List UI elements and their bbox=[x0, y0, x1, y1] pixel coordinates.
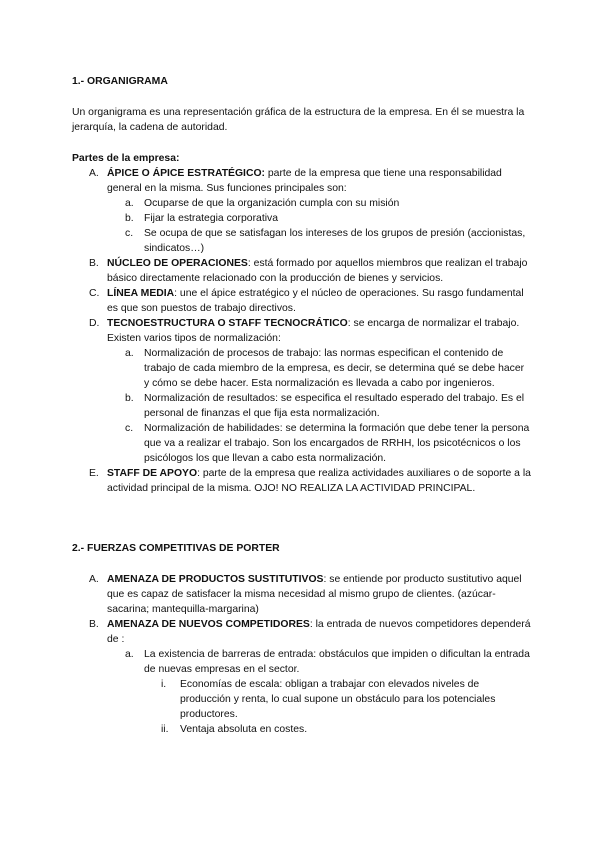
list-item bbox=[72, 466, 532, 496]
sub-sub-marker: ii. bbox=[161, 724, 169, 735]
sub-item-text: Normalización de procesos de trabajo: las normas especifican el contenido de trabajo de cada miembro de la empresa, es decir, se determina qué se debe hacer y cómo se debe hacer. Esta normalización es llevada a cabo por ingenieros. bbox=[144, 348, 525, 389]
item-text: : une el ápice estratégico y el núcleo de operaciones. Su rasgo fundamental es que son puestos de trabajo directivos. bbox=[107, 288, 524, 314]
sub-sub-item-text: Economías de escala: obligan a trabajar con elevados niveles de producción y renta, lo cual supone un obstáculo para los potenciales productores. bbox=[180, 679, 496, 720]
sub-item-text: Normalización de resultados: se especifica el resultado esperado del trabajo. Es el personal de finanzas el que fija esta normalización. bbox=[144, 393, 525, 419]
sub-marker: c. bbox=[125, 228, 134, 239]
section-2-title: 2.- FUERZAS COMPETITIVAS DE PORTER bbox=[72, 543, 280, 554]
section-1-title: 1.- ORGANIGRAMA bbox=[72, 76, 168, 87]
sub-list-item bbox=[72, 391, 532, 421]
list-item bbox=[72, 316, 532, 346]
sub-marker: b. bbox=[125, 213, 134, 224]
item-term: NÚCLEO DE OPERACIONES bbox=[107, 258, 248, 269]
sub-marker: a. bbox=[125, 649, 134, 660]
sub-item-text: Normalización de habilidades: se determina la formación que debe tener la persona que va a realizar el trabajo. Son los encargados de RRHH, los psicotécnicos o los psicólogos los que llevan a cabo esta normalización. bbox=[144, 423, 530, 464]
sub-sub-marker: i. bbox=[161, 679, 167, 690]
sub-item-text: La existencia de barreras de entrada: obstáculos que impiden o dificultan la entrada de nuevas empresas en el sector. bbox=[144, 649, 530, 675]
list-marker: B. bbox=[89, 258, 99, 269]
item-term: STAFF DE APOYO bbox=[107, 468, 198, 479]
item-term: AMENAZA DE NUEVOS COMPETIDORES bbox=[107, 619, 310, 630]
sub-list-item bbox=[72, 346, 532, 391]
sub-sub-list-item bbox=[72, 677, 532, 722]
list-marker: A. bbox=[89, 168, 99, 179]
item-text: : parte de la empresa que realiza actividades auxiliares o de soporte a la actividad principal de la misma. OJO! NO REALIZA LA ACTIVIDAD PRINCIPAL. bbox=[107, 468, 531, 494]
item-term: ÁPICE O ÁPICE ESTRATÉGICO: bbox=[107, 168, 265, 179]
sub-marker: a. bbox=[125, 348, 134, 359]
list-item bbox=[72, 256, 532, 286]
sub-item-text: Se ocupa de que se satisfagan los intereses de los grupos de presión (accionistas, sindicatos…) bbox=[144, 228, 526, 254]
list-marker: D. bbox=[89, 318, 100, 329]
partes-heading: Partes de la empresa: bbox=[72, 153, 180, 164]
list-marker: A. bbox=[89, 574, 99, 585]
sub-list-item bbox=[72, 647, 532, 677]
item-text: : la entrada de nuevos competidores dependerá de : bbox=[107, 619, 531, 645]
sub-item-text: Ocuparse de que la organización cumpla con su misión bbox=[144, 198, 400, 209]
intro-paragraph: Un organigrama es una representación gráfica de la estructura de la empresa. En él se muestra la jerarquía, la cadena de autoridad. bbox=[72, 107, 525, 133]
sub-sub-list-item bbox=[72, 722, 532, 737]
sub-list-item bbox=[72, 226, 532, 256]
sub-marker: a. bbox=[125, 198, 134, 209]
item-text: : se entiende por producto sustitutivo aquel que es capaz de satisfacer la misma necesidad al mismo grupo de clientes. (azúcar-sacarina; mantequilla-margarina) bbox=[107, 574, 522, 615]
list-item bbox=[72, 286, 532, 316]
list-marker: E. bbox=[89, 468, 99, 479]
list-item bbox=[72, 166, 532, 196]
sub-item-text: Fijar la estrategia corporativa bbox=[144, 213, 278, 224]
list-marker: C. bbox=[89, 288, 100, 299]
item-term: AMENAZA DE PRODUCTOS SUSTITUTIVOS bbox=[107, 574, 324, 585]
sub-list-item bbox=[72, 211, 532, 226]
sub-sub-item-text: Ventaja absoluta en costes. bbox=[180, 724, 308, 735]
item-text: parte de la empresa que tiene una responsabilidad general en la misma. Sus funciones principales son: bbox=[107, 168, 502, 194]
item-term: LÍNEA MEDIA bbox=[107, 288, 175, 299]
sub-marker: b. bbox=[125, 393, 134, 404]
sub-marker: c. bbox=[125, 423, 134, 434]
item-term: TECNOESTRUCTURA O STAFF TECNOCRÁTICO bbox=[107, 318, 348, 329]
sub-list-item bbox=[72, 196, 532, 211]
document-page bbox=[72, 74, 532, 737]
list-item bbox=[72, 572, 532, 617]
item-text: : se encarga de normalizar el trabajo. Existen varios tipos de normalización: bbox=[107, 318, 520, 344]
item-text: : está formado por aquellos miembros que realizan el trabajo básico directamente relacionado con la producción de bienes y servicios. bbox=[107, 258, 528, 284]
sub-list-item bbox=[72, 421, 532, 466]
list-item bbox=[72, 617, 532, 647]
list-marker: B. bbox=[89, 619, 99, 630]
